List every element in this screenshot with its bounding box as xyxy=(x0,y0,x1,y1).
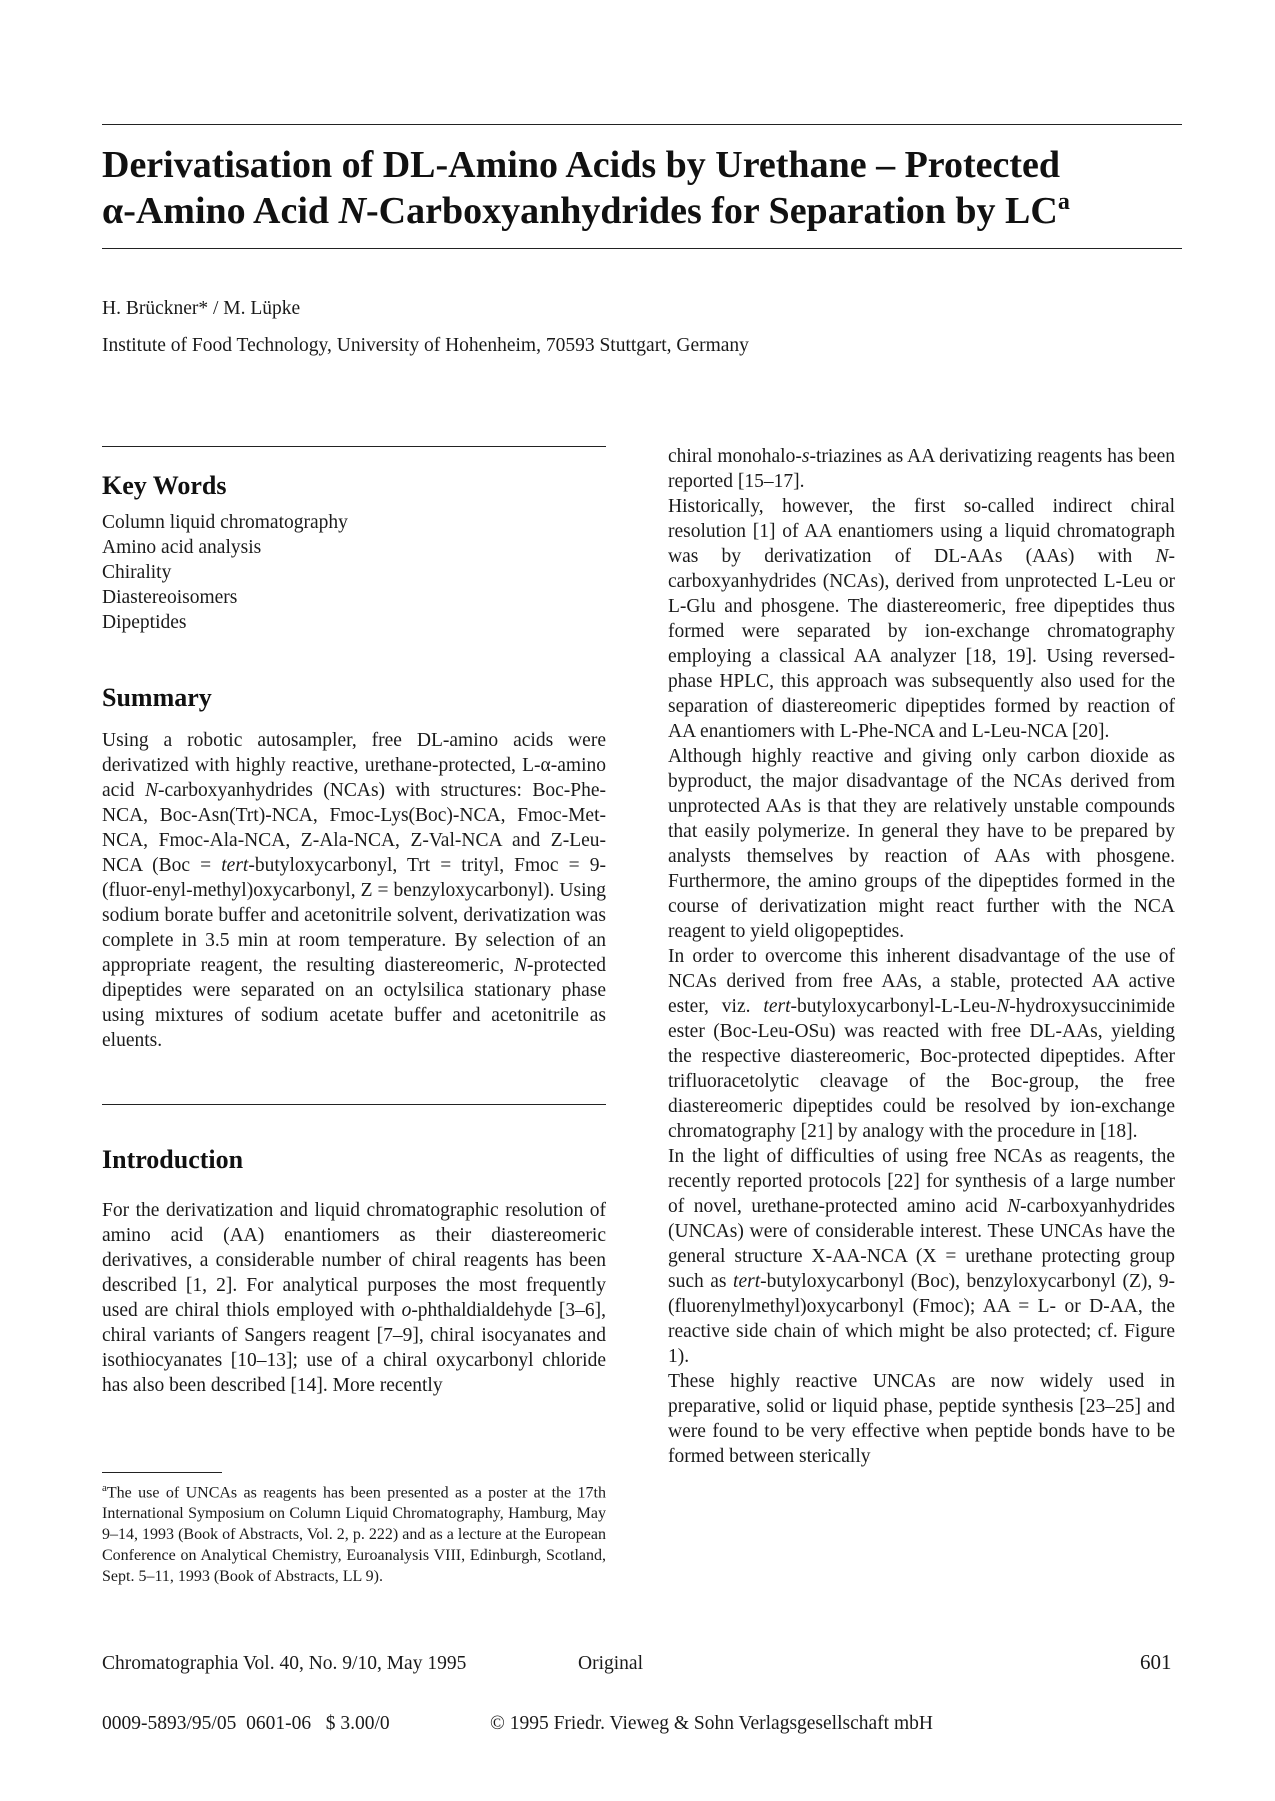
authors: H. Brückner* / M. Lüpke xyxy=(102,298,301,319)
keyword-item: Column liquid chromatography xyxy=(102,512,348,533)
keyword-item: Amino acid analysis xyxy=(102,537,262,558)
keywords-rule xyxy=(102,446,606,447)
title-bottom-rule xyxy=(102,248,1182,249)
introduction-rule xyxy=(102,1104,606,1105)
introduction-text: For the derivatization and liquid chromatographic resolution of amino acid (AA) enantiomers as their diastereomeric derivatives, a considerable number of chiral reagents has been described [1, 2]. For analytical purposes the most frequently used are chiral thiols employed with o-phthaldialdehyde [3–6], chiral variants of Sangers reagent [7–9], chiral isocyanates and isothiocyanates [10–13]; use of a chiral oxycarbonyl chloride has also been described [14]. More recently xyxy=(102,1200,606,1396)
title-line-2: α-Amino Acid N-Carboxyanhydrides for Separation by $LC^a$ xyxy=(102,189,1070,232)
keywords-section xyxy=(102,470,606,635)
summary-heading: Summary xyxy=(102,683,212,712)
journal-citation: Chromatographia Vol. 40, No. 9/10, May 1995 xyxy=(102,1653,467,1674)
summary-text: Using a robotic autosampler, free DL-amino acids were derivatized with highly reactive, urethane-protected, L-α-amino acid N-carboxyanhydrides (NCAs) with structures: Boc-Phe-NCA, Boc-Asn(Trt)-NCA, Fmoc-Lys(Boc)-NCA, Fmoc-Met-NCA, Fmoc-Ala-NCA, Z-Ala-NCA, Z-Val-NCA and Z-Leu-NCA (Boc = tert-butyloxycarbonyl, Trt = trityl, Fmoc = 9-(fluor-enyl-methyl)oxycarbonyl, Z = benzyloxycarbonyl). Using sodium borate buffer and acetonitrile solvent, derivatization was complete in 3.5 min at room temperature. By selection of an appropriate reagent, the resulting diastereomeric, N-protected dipeptides were separated on an octylsilica stationary phase using mixtures of sodium acetate buffer and acetonitrile as eluents. xyxy=(102,730,606,1051)
paragraph: These highly reactive UNCAs are now widely used in preparative, solid or liquid phase, peptide synthesis [23–25] and were found to be very effective when peptide bonds have to be formed between sterically xyxy=(668,1371,1175,1467)
keyword-item: Diastereoisomers xyxy=(102,587,238,608)
paragraph: Historically, however, the first so-called indirect chiral resolution [1] of AA enantiomers using a liquid chromatograph was by derivatization of DL-AAs (AAs) with N-carboxyanhydrides (NCAs), derived from unprotected L-Leu or L-Glu and phosgene. The diastereomeric, free dipeptides thus formed were separated by ion-exchange chromatography employing a classical AA analyzer [18, 19]. Using reversed-phase HPLC, this approach was subsequently also used for the separation of diastereomeric dipeptides formed by reaction of AA enantiomers with L-Phe-NCA and L-Leu-NCA [20]. xyxy=(668,496,1175,742)
paragraph: Although highly reactive and giving only carbon dioxide as byproduct, the major disadvantage of the NCAs derived from unprotected AAs is that they are relatively unstable compounds that easily polymerize. In general they have to be prepared by analysts themselves by reaction of AAs with phosgene. Furthermore, the amino groups of the dipeptides formed in the course of derivatization might react further with the NCA reagent to yield oligopeptides. xyxy=(668,746,1175,942)
article-type: Original xyxy=(578,1653,643,1674)
footnote xyxy=(102,1478,606,1587)
paper-title xyxy=(102,142,1182,234)
introduction-section xyxy=(102,1144,606,1398)
paragraph: In order to overcome this inherent disadvantage of the use of NCAs derived from free AAs, a stable, protected AA active ester, viz. tert-butyloxycarbonyl-L-Leu-N-hydroxysuccinimide ester (Boc-Leu-OSu) was reacted with free DL-AAs, yielding the respective diastereomeric, Boc-protected dipeptides. After trifluoracetolytic cleavage of the Boc-group, the free diastereomeric dipeptides could be resolved by ion-exchange chromatography [21] by analogy with the procedure in [18]. xyxy=(668,946,1175,1142)
affiliation: Institute of Food Technology, University of Hohenheim, 70593 Stuttgart, Germany xyxy=(102,335,749,356)
copyright: © 1995 Friedr. Vieweg & Sohn Verlagsgesellschaft mbH xyxy=(490,1713,933,1734)
introduction-heading: Introduction xyxy=(102,1145,244,1174)
right-column xyxy=(668,444,1175,1469)
title-footnote-marker: a xyxy=(1057,189,1070,215)
page-number: 601 xyxy=(1140,1650,1172,1674)
issn-price: 0009-5893/95/05 0601-06 $ 3.00/0 xyxy=(102,1713,390,1734)
title-top-rule xyxy=(102,124,1182,125)
keywords-list xyxy=(102,510,606,635)
footnote-rule xyxy=(102,1472,222,1473)
paragraph: In the light of difficulties of using free NCAs as reagents, the recently reported protocols [22] for synthesis of a large number of novel, urethane-protected amino acid N-carboxyanhydrides (UNCAs) were of considerable interest. These UNCAs have the general structure X-AA-NCA (X = urethane protecting group such as tert-butyloxycarbonyl (Boc), benzyloxycarbonyl (Z), 9-(fluorenylmethyl)oxycarbonyl (Fmoc); AA = L- or D-AA, the reactive side chain of which might be also protected; cf. Figure 1). xyxy=(668,1146,1175,1367)
keywords-heading: Key Words xyxy=(102,471,227,500)
footnote-text: The use of UNCAs as reagents has been presented as a poster at the 17th International Symposium on Column Liquid Chromatography, Hamburg, May 9–14, 1993 (Book of Abstracts, Vol. 2, p. 222) and as a lecture at the European Conference on Analytical Chemistry, Euroanalysis VIII, Edinburgh, Scotland, Sept. 5–11, 1993 (Book of Abstracts, LL 9). xyxy=(102,1484,606,1586)
keyword-item: Dipeptides xyxy=(102,612,187,633)
summary-section xyxy=(102,682,606,1053)
footnote-marker: a xyxy=(102,1482,107,1494)
paragraph: chiral monohalo-s-triazines as AA derivatizing reagents has been reported [15–17]. xyxy=(668,446,1176,492)
keyword-item: Chirality xyxy=(102,562,172,583)
title-line-1: Derivatisation of DL-Amino Acids by Urethane – Protected xyxy=(102,144,1060,186)
